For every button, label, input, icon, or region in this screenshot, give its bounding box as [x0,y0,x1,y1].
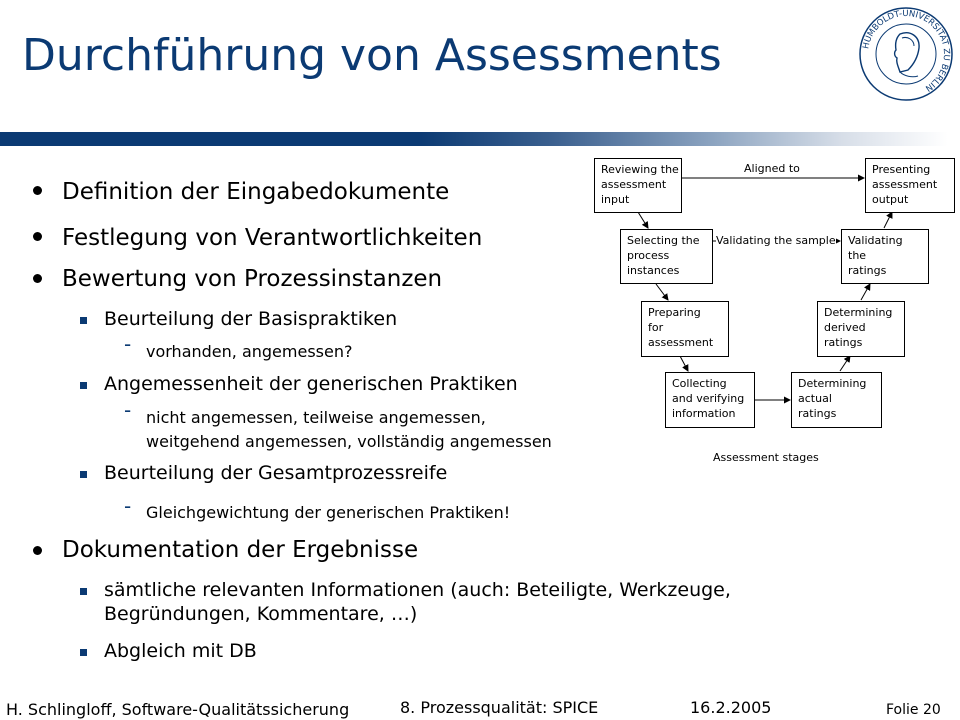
slide-title: Durchführung von Assessments [22,30,722,81]
bullet-prozessinstanzen: Bewertung von Prozessinstanzen [62,266,443,292]
sub-bullet-informationen-line2: Begründungen, Kommentare, …) [104,603,418,625]
box-line: input [601,193,630,206]
box-line: Preparing [648,306,701,319]
sub-bullet-basispraktiken: Beurteilung der Basispraktiken [104,308,398,330]
sub-sub-bullet-weitgehend: weitgehend angemessen, vollständig angemessen [146,432,552,451]
sub-bullet-angemessenheit: Angemessenheit der generischen Praktiken [104,373,518,395]
dash-marker: - [124,332,132,356]
box-line: and verifying [672,392,745,405]
label-validating-sample: Validating the sample [716,234,836,247]
box-line: Selecting the [627,234,700,247]
bullet-dot [33,232,42,241]
bullet-eingabedokumente: Definition der Eingabedokumente [62,179,450,205]
box-line: assessment [601,178,667,191]
footer-author: H. Schlingloff, Software-Qualitätssicherung [6,700,350,719]
bullet-dot [33,274,42,283]
sub-sub-bullet-gleichgewichtung: Gleichgewichtung der generischen Praktiken! [146,503,511,522]
sub-bullet-square [80,588,87,595]
box-line: instances [627,264,680,277]
box-line: Determining [798,377,867,390]
bullet-dot [33,546,42,555]
box-line: output [872,193,909,206]
box-line: ratings [798,407,837,420]
box-line: ratings [824,336,863,349]
dash-marker: - [124,398,132,422]
assessment-stages-diagram [588,150,948,470]
sub-bullet-square [80,471,87,478]
box-line: process [627,249,670,262]
dash-marker: - [124,494,132,518]
box-line: Reviewing the [601,163,679,176]
footer-chapter: 8. Prozessqualität: SPICE [400,698,599,717]
box-line: assessment [872,178,938,191]
bullet-dokumentation: Dokumentation der Ergebnisse [62,537,419,563]
box-reviewing-input [594,158,682,213]
box-line: Presenting [872,163,931,176]
box-determining-actual [791,372,882,428]
box-line: the [848,249,867,262]
box-line: actual [798,392,832,405]
box-line: derived [824,321,866,334]
bullet-verantwortlichkeiten: Festlegung von Verantwortlichkeiten [62,225,483,251]
box-line: Validating [848,234,903,247]
sub-bullet-gesamtprozessreife: Beurteilung der Gesamtprozessreife [104,462,448,484]
box-selecting-instances [620,229,713,284]
seal-text: HUMBOLDT-UNIVERSITÄT ZU BERLIN [861,8,952,93]
box-presenting-output [865,158,955,213]
box-line: assessment [648,336,714,349]
sub-bullet-square [80,649,87,656]
sub-bullet-abgleich: Abgleich mit DB [104,640,257,662]
sub-sub-bullet-vorhanden: vorhanden, angemessen? [146,342,353,361]
sub-bullet-informationen-line1: sämtliche relevanten Informationen (auch: Beteiligte, Werkzeuge, [104,579,731,601]
box-collecting-information [665,372,755,428]
title-rule-gradient [418,132,948,146]
box-line: Collecting [672,377,727,390]
footer-date: 16.2.2005 [690,698,772,717]
box-line: information [672,407,736,420]
label-aligned-to: Aligned to [744,162,800,175]
box-line: Determining [824,306,893,319]
box-preparing-assessment [641,301,729,357]
sub-sub-bullet-nicht-angemessen: nicht angemessen, teilweise angemessen, [146,408,486,427]
box-validating-ratings [841,229,929,284]
box-line: for [648,321,664,334]
footer-slide-number: Folie 20 [886,702,941,718]
box-line: ratings [848,264,887,277]
title-rule-solid [0,132,418,146]
bullet-dot [33,186,42,195]
box-determining-derived [817,301,905,357]
sub-bullet-square [80,382,87,389]
university-seal-icon [856,4,956,104]
diagram-caption: Assessment stages [713,451,819,464]
sub-bullet-square [80,317,87,324]
